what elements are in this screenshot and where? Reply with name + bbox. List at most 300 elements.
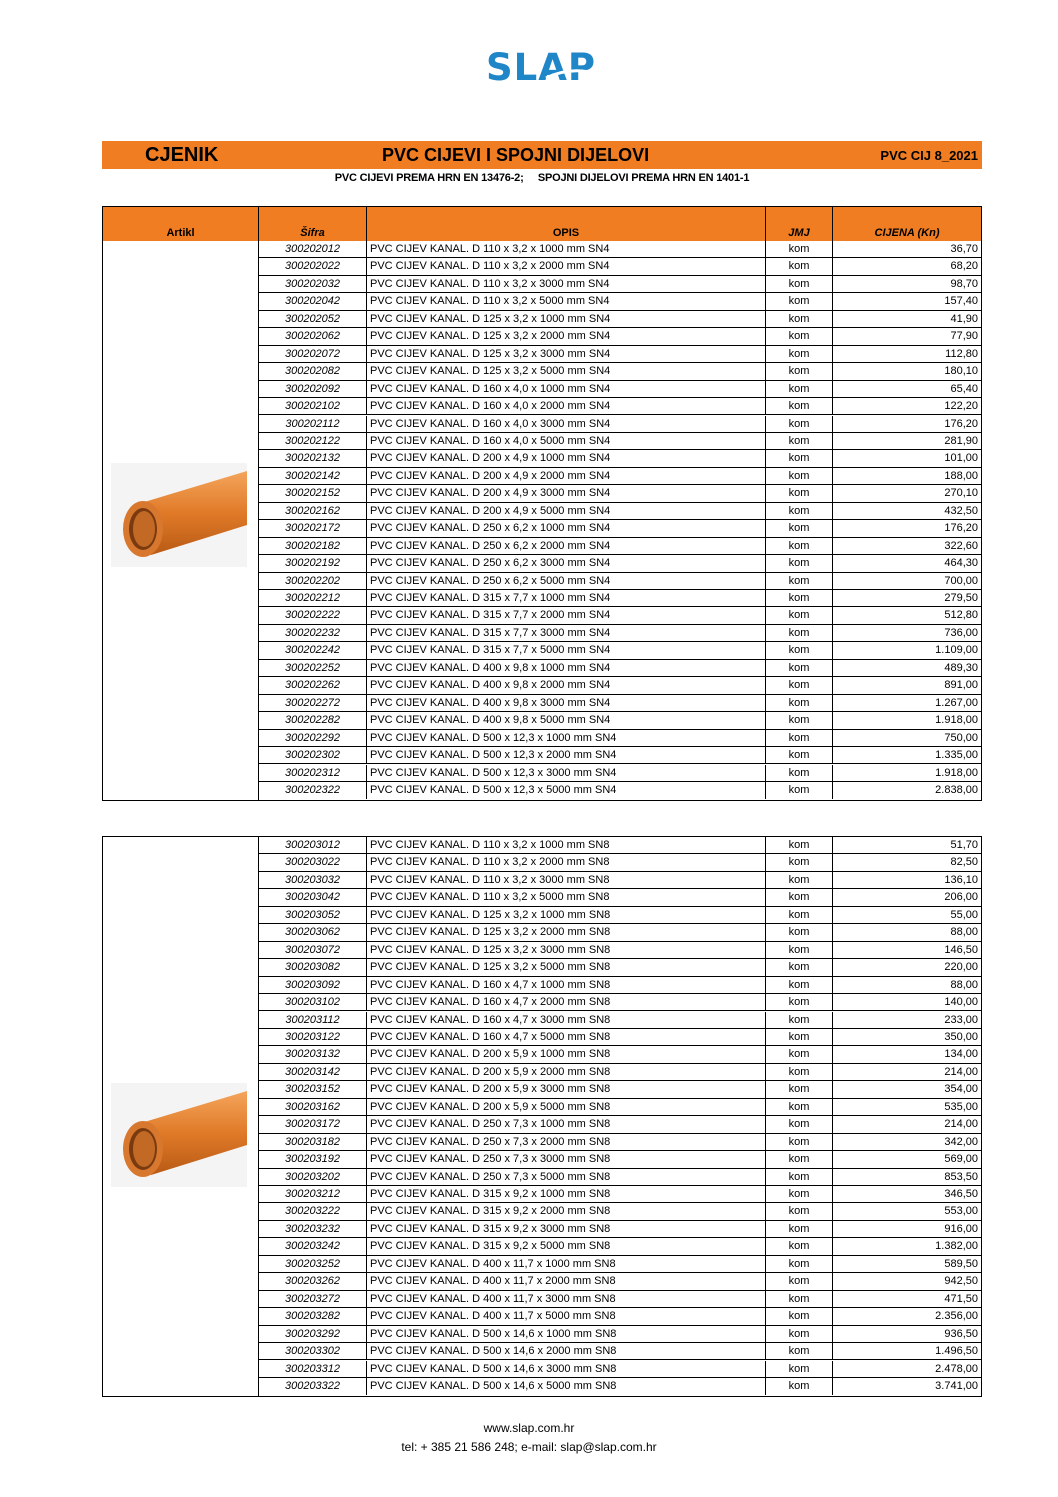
cell-sifra: 300202292 <box>259 730 367 747</box>
cell-sifra: 300203252 <box>259 1256 367 1273</box>
cell-jmj: kom <box>766 1081 833 1098</box>
cell-cijena: 346,50 <box>833 1186 981 1203</box>
cell-jmj: kom <box>766 959 833 976</box>
cell-cijena: 553,00 <box>833 1203 981 1220</box>
cell-sifra: 300203282 <box>259 1308 367 1325</box>
table-row <box>259 328 981 345</box>
cell-sifra: 300203042 <box>259 889 367 906</box>
cell-jmj: kom <box>766 1378 833 1395</box>
cell-sifra: 300202062 <box>259 328 367 345</box>
cell-jmj: kom <box>766 450 833 467</box>
cell-opis: PVC CIJEV KANAL. D 400 x 11,7 x 1000 mm SN8 <box>367 1256 766 1273</box>
cell-opis: PVC CIJEV KANAL. D 250 x 6,2 x 5000 mm SN4 <box>367 573 766 590</box>
cell-sifra: 300203092 <box>259 977 367 994</box>
cell-cijena: 589,50 <box>833 1256 981 1273</box>
cell-opis: PVC CIJEV KANAL. D 200 x 5,9 x 1000 mm SN8 <box>367 1046 766 1063</box>
cell-jmj: kom <box>766 1134 833 1151</box>
cell-jmj: kom <box>766 520 833 537</box>
table-row <box>259 573 981 590</box>
cell-opis: PVC CIJEV KANAL. D 400 x 9,8 x 5000 mm SN4 <box>367 712 766 729</box>
cell-cijena: 1.918,00 <box>833 765 981 782</box>
table-row <box>259 416 981 433</box>
table-row <box>259 1134 981 1151</box>
cell-opis: PVC CIJEV KANAL. D 250 x 6,2 x 1000 mm SN4 <box>367 520 766 537</box>
cell-cijena: 2.356,00 <box>833 1308 981 1325</box>
cell-jmj: kom <box>766 1151 833 1168</box>
cell-cijena: 916,00 <box>833 1221 981 1238</box>
table-row <box>259 625 981 642</box>
cell-cijena: 214,00 <box>833 1116 981 1133</box>
table-row <box>259 889 981 906</box>
cell-cijena: 853,50 <box>833 1169 981 1186</box>
cell-jmj: kom <box>766 907 833 924</box>
cell-cijena: 270,10 <box>833 485 981 502</box>
cell-opis: PVC CIJEV KANAL. D 500 x 14,6 x 1000 mm SN8 <box>367 1326 766 1343</box>
table-row <box>259 1326 981 1343</box>
cell-cijena: 750,00 <box>833 730 981 747</box>
cell-opis: PVC CIJEV KANAL. D 500 x 14,6 x 2000 mm SN8 <box>367 1343 766 1360</box>
col-opis-label: OPIS <box>552 227 580 239</box>
cell-sifra: 300203262 <box>259 1273 367 1290</box>
cell-opis: PVC CIJEV KANAL. D 500 x 12,3 x 3000 mm SN4 <box>367 765 766 782</box>
col-cijena-label: CIJENA (Kn) <box>874 227 940 239</box>
cell-jmj: kom <box>766 747 833 764</box>
price-table-sn8 <box>102 836 982 1397</box>
table-row <box>259 677 981 694</box>
table-row <box>259 258 981 275</box>
cell-cijena: 279,50 <box>833 590 981 607</box>
cell-jmj: kom <box>766 416 833 433</box>
cell-cijena: 700,00 <box>833 573 981 590</box>
cell-sifra: 300202032 <box>259 276 367 293</box>
cell-cijena: 188,00 <box>833 468 981 485</box>
table-row <box>259 660 981 677</box>
cell-opis: PVC CIJEV KANAL. D 160 x 4,7 x 1000 mm SN8 <box>367 977 766 994</box>
cell-opis: PVC CIJEV KANAL. D 250 x 7,3 x 2000 mm SN8 <box>367 1134 766 1151</box>
cell-jmj: kom <box>766 328 833 345</box>
cell-cijena: 464,30 <box>833 555 981 572</box>
cell-opis: PVC CIJEV KANAL. D 110 x 3,2 x 1000 mm SN4 <box>367 241 766 258</box>
product-image-cell <box>103 837 259 1396</box>
cell-opis: PVC CIJEV KANAL. D 125 x 3,2 x 2000 mm SN8 <box>367 924 766 941</box>
cell-sifra: 300203322 <box>259 1378 367 1395</box>
cell-sifra: 300202102 <box>259 398 367 415</box>
table-header <box>103 207 981 241</box>
cell-opis: PVC CIJEV KANAL. D 200 x 5,9 x 5000 mm SN8 <box>367 1099 766 1116</box>
cell-sifra: 300203222 <box>259 1203 367 1220</box>
table-row <box>259 590 981 607</box>
cell-cijena: 77,90 <box>833 328 981 345</box>
cell-cijena: 88,00 <box>833 924 981 941</box>
cell-jmj: kom <box>766 660 833 677</box>
product-image-cell <box>103 241 259 800</box>
cell-sifra: 300202312 <box>259 765 367 782</box>
cell-sifra: 300203032 <box>259 872 367 889</box>
cell-sifra: 300202242 <box>259 642 367 659</box>
logo-swoosh-icon <box>486 48 626 88</box>
cell-opis: PVC CIJEV KANAL. D 125 x 3,2 x 2000 mm SN4 <box>367 328 766 345</box>
col-artikl <box>103 207 259 241</box>
cell-sifra: 300202262 <box>259 677 367 694</box>
cell-jmj: kom <box>766 1064 833 1081</box>
table-row <box>259 747 981 764</box>
cell-cijena: 122,20 <box>833 398 981 415</box>
table-row <box>259 485 981 502</box>
header-code: PVC CIJ 8_2021 <box>880 148 978 163</box>
cell-opis: PVC CIJEV KANAL. D 250 x 6,2 x 2000 mm SN4 <box>367 538 766 555</box>
cell-cijena: 214,00 <box>833 1064 981 1081</box>
cell-opis: PVC CIJEV KANAL. D 110 x 3,2 x 1000 mm SN8 <box>367 837 766 854</box>
cell-opis: PVC CIJEV KANAL. D 500 x 14,6 x 5000 mm SN8 <box>367 1378 766 1395</box>
cell-opis: PVC CIJEV KANAL. D 110 x 3,2 x 5000 mm SN4 <box>367 293 766 310</box>
cell-opis: PVC CIJEV KANAL. D 110 x 3,2 x 2000 mm SN8 <box>367 854 766 871</box>
cell-opis: PVC CIJEV KANAL. D 315 x 9,2 x 3000 mm SN8 <box>367 1221 766 1238</box>
cell-sifra: 300203152 <box>259 1081 367 1098</box>
cell-opis: PVC CIJEV KANAL. D 200 x 5,9 x 2000 mm SN8 <box>367 1064 766 1081</box>
cell-jmj: kom <box>766 765 833 782</box>
cell-opis: PVC CIJEV KANAL. D 315 x 9,2 x 1000 mm SN8 <box>367 1186 766 1203</box>
cell-sifra: 300203082 <box>259 959 367 976</box>
cell-sifra: 300203132 <box>259 1046 367 1063</box>
table-row <box>259 1151 981 1168</box>
col-sifra <box>259 207 367 241</box>
table-body-sn8 <box>103 837 981 1396</box>
cell-opis: PVC CIJEV KANAL. D 200 x 4,9 x 5000 mm SN4 <box>367 503 766 520</box>
footer-website[interactable]: www.slap.com.hr <box>483 1421 575 1435</box>
cell-cijena: 471,50 <box>833 1291 981 1308</box>
cell-sifra: 300202112 <box>259 416 367 433</box>
cell-opis: PVC CIJEV KANAL. D 125 x 3,2 x 1000 mm SN4 <box>367 311 766 328</box>
cell-jmj: kom <box>766 1221 833 1238</box>
cell-sifra: 300203232 <box>259 1221 367 1238</box>
cell-cijena: 180,10 <box>833 363 981 380</box>
col-jmj-label: JMJ <box>788 227 810 239</box>
cell-sifra: 300202152 <box>259 485 367 502</box>
cell-opis: PVC CIJEV KANAL. D 250 x 7,3 x 5000 mm SN8 <box>367 1169 766 1186</box>
cell-cijena: 1.382,00 <box>833 1238 981 1255</box>
table-row <box>259 1378 981 1395</box>
cell-sifra: 300202212 <box>259 590 367 607</box>
cell-cijena: 942,50 <box>833 1273 981 1290</box>
table-row <box>259 1046 981 1063</box>
table-row <box>259 538 981 555</box>
cell-sifra: 300202202 <box>259 573 367 590</box>
header-bar <box>102 141 982 169</box>
table-row <box>259 381 981 398</box>
table-row <box>259 1064 981 1081</box>
table-row <box>259 311 981 328</box>
table-row <box>259 607 981 624</box>
cell-opis: PVC CIJEV KANAL. D 125 x 3,2 x 3000 mm SN4 <box>367 346 766 363</box>
cell-cijena: 36,70 <box>833 241 981 258</box>
cell-opis: PVC CIJEV KANAL. D 250 x 7,3 x 3000 mm SN8 <box>367 1151 766 1168</box>
cell-jmj: kom <box>766 293 833 310</box>
cell-sifra: 300202322 <box>259 782 367 799</box>
col-opis <box>367 207 766 241</box>
table-row <box>259 1116 981 1133</box>
header-cjenik: CJENIK <box>145 144 219 166</box>
cell-jmj: kom <box>766 1186 833 1203</box>
cell-sifra: 300203182 <box>259 1134 367 1151</box>
cell-jmj: kom <box>766 642 833 659</box>
cell-opis: PVC CIJEV KANAL. D 160 x 4,0 x 3000 mm SN4 <box>367 416 766 433</box>
table-row <box>259 468 981 485</box>
cell-sifra: 300203102 <box>259 994 367 1011</box>
cell-sifra: 300202022 <box>259 258 367 275</box>
cell-jmj: kom <box>766 1046 833 1063</box>
table-row <box>259 503 981 520</box>
cell-cijena: 354,00 <box>833 1081 981 1098</box>
cell-sifra: 300202192 <box>259 555 367 572</box>
cell-sifra: 300202172 <box>259 520 367 537</box>
table-row <box>259 1343 981 1360</box>
header-title: PVC CIJEVI I SPOJNI DIJELOVI <box>382 145 650 165</box>
cell-cijena: 3.741,00 <box>935 1379 978 1392</box>
cell-cijena: 2.838,00 <box>935 783 978 796</box>
cell-cijena: 736,00 <box>833 625 981 642</box>
table-row <box>259 398 981 415</box>
table-row <box>259 1012 981 1029</box>
cell-opis: PVC CIJEV KANAL. D 160 x 4,7 x 5000 mm SN8 <box>367 1029 766 1046</box>
cell-opis: PVC CIJEV KANAL. D 400 x 11,7 x 3000 mm SN8 <box>367 1291 766 1308</box>
table-row <box>259 1203 981 1220</box>
cell-jmj: kom <box>766 854 833 871</box>
cell-sifra: 300203142 <box>259 1064 367 1081</box>
cell-sifra: 300202122 <box>259 433 367 450</box>
cell-sifra: 300203302 <box>259 1343 367 1360</box>
table-row <box>259 346 981 363</box>
cell-jmj: kom <box>766 1256 833 1273</box>
cell-sifra: 300202302 <box>259 747 367 764</box>
cell-opis: PVC CIJEV KANAL. D 125 x 3,2 x 1000 mm SN8 <box>367 907 766 924</box>
table-row <box>259 555 981 572</box>
cell-jmj: kom <box>766 363 833 380</box>
table-row <box>259 695 981 712</box>
cell-jmj: kom <box>766 1203 833 1220</box>
cell-opis: PVC CIJEV KANAL. D 200 x 5,9 x 3000 mm SN8 <box>367 1081 766 1098</box>
cell-cijena: 1.267,00 <box>833 695 981 712</box>
cell-sifra: 300203052 <box>259 907 367 924</box>
table-row <box>259 994 981 1011</box>
table-row <box>259 854 981 871</box>
cell-opis: PVC CIJEV KANAL. D 500 x 14,6 x 3000 mm SN8 <box>367 1361 766 1378</box>
cell-sifra: 300203012 <box>259 837 367 854</box>
cell-cijena: 233,00 <box>833 1012 981 1029</box>
cell-cijena: 134,00 <box>833 1046 981 1063</box>
table-row <box>259 1308 981 1325</box>
table-row <box>259 293 981 310</box>
cell-jmj: kom <box>766 625 833 642</box>
cell-cijena: 281,90 <box>833 433 981 450</box>
table-row <box>259 1099 981 1116</box>
cell-opis: PVC CIJEV KANAL. D 110 x 3,2 x 3000 mm SN8 <box>367 872 766 889</box>
price-table-sn4 <box>102 206 982 801</box>
col-artikl-label: Artikl <box>166 227 195 239</box>
cell-cijena: 51,70 <box>833 837 981 854</box>
cell-sifra: 300203022 <box>259 854 367 871</box>
table-row <box>259 1238 981 1255</box>
table-row <box>259 730 981 747</box>
cell-sifra: 300202042 <box>259 293 367 310</box>
cell-sifra: 300202182 <box>259 538 367 555</box>
cell-cijena: 82,50 <box>833 854 981 871</box>
cell-sifra: 300202092 <box>259 381 367 398</box>
cell-sifra: 300202052 <box>259 311 367 328</box>
cell-sifra: 300203072 <box>259 942 367 959</box>
table-row <box>259 1221 981 1238</box>
cell-jmj: kom <box>766 924 833 941</box>
cell-cijena: 68,20 <box>833 258 981 275</box>
cell-jmj: kom <box>766 607 833 624</box>
table-row <box>259 1029 981 1046</box>
cell-cijena: 176,20 <box>833 520 981 537</box>
cell-cijena: 2.478,00 <box>833 1361 981 1378</box>
cell-sifra: 300202082 <box>259 363 367 380</box>
cell-jmj: kom <box>766 677 833 694</box>
cell-jmj: kom <box>766 1308 833 1325</box>
cell-opis: PVC CIJEV KANAL. D 250 x 6,2 x 3000 mm SN4 <box>367 555 766 572</box>
cell-opis: PVC CIJEV KANAL. D 315 x 9,2 x 5000 mm SN8 <box>367 1238 766 1255</box>
cell-jmj: kom <box>766 730 833 747</box>
cell-jmj: kom <box>766 1361 833 1378</box>
cell-opis: PVC CIJEV KANAL. D 160 x 4,7 x 2000 mm SN8 <box>367 994 766 1011</box>
cell-jmj: kom <box>766 276 833 293</box>
cell-jmj: kom <box>766 977 833 994</box>
cell-sifra: 300202142 <box>259 468 367 485</box>
cell-cijena: 55,00 <box>833 907 981 924</box>
cell-jmj: kom <box>766 1238 833 1255</box>
cell-sifra: 300202252 <box>259 660 367 677</box>
cell-cijena: 936,50 <box>833 1326 981 1343</box>
cell-jmj: kom <box>766 1326 833 1343</box>
cell-jmj: kom <box>766 889 833 906</box>
logo-text: SLAP <box>486 46 596 89</box>
cell-jmj: kom <box>766 573 833 590</box>
cell-opis: PVC CIJEV KANAL. D 110 x 3,2 x 5000 mm SN8 <box>367 889 766 906</box>
cell-opis: PVC CIJEV KANAL. D 500 x 12,3 x 5000 mm SN4 <box>367 782 766 799</box>
cell-cijena: 220,00 <box>833 959 981 976</box>
cell-jmj: kom <box>766 398 833 415</box>
table-row <box>259 1256 981 1273</box>
cell-jmj: kom <box>766 1116 833 1133</box>
slap-logo <box>486 48 626 88</box>
cell-sifra: 300203122 <box>259 1029 367 1046</box>
cell-cijena: 535,00 <box>833 1099 981 1116</box>
cell-opis: PVC CIJEV KANAL. D 200 x 4,9 x 1000 mm SN4 <box>367 450 766 467</box>
cell-opis: PVC CIJEV KANAL. D 110 x 3,2 x 3000 mm SN4 <box>367 276 766 293</box>
cell-jmj: kom <box>766 1099 833 1116</box>
cell-cijena: 891,00 <box>833 677 981 694</box>
table-row <box>259 907 981 924</box>
cell-jmj: kom <box>766 1169 833 1186</box>
table-row <box>259 276 981 293</box>
table-row <box>259 363 981 380</box>
table-row <box>259 1186 981 1203</box>
cell-opis: PVC CIJEV KANAL. D 400 x 9,8 x 2000 mm SN4 <box>367 677 766 694</box>
cell-jmj: kom <box>766 1012 833 1029</box>
cell-sifra: 300203172 <box>259 1116 367 1133</box>
cell-cijena: 322,60 <box>833 538 981 555</box>
table-row <box>259 1081 981 1098</box>
cell-jmj: kom <box>766 503 833 520</box>
cell-cijena: 41,90 <box>833 311 981 328</box>
table-row <box>259 712 981 729</box>
cell-jmj: kom <box>766 695 833 712</box>
cell-jmj: kom <box>766 837 833 854</box>
cell-opis: PVC CIJEV KANAL. D 160 x 4,0 x 2000 mm SN4 <box>367 398 766 415</box>
table-row <box>259 837 981 854</box>
table-row <box>259 450 981 467</box>
cell-cijena: 112,80 <box>833 346 981 363</box>
table-row <box>259 1169 981 1186</box>
cell-opis: PVC CIJEV KANAL. D 400 x 9,8 x 1000 mm SN4 <box>367 660 766 677</box>
cell-cijena: 1.109,00 <box>833 642 981 659</box>
cell-sifra: 300202222 <box>259 607 367 624</box>
standards-subtitle: PVC CIJEVI PREMA HRN EN 13476-2; SPOJNI DIJELOVI PREMA HRN EN 1401-1 <box>334 172 750 184</box>
table-row <box>259 924 981 941</box>
cell-sifra: 300202162 <box>259 503 367 520</box>
cell-cijena: 140,00 <box>833 994 981 1011</box>
cell-opis: PVC CIJEV KANAL. D 400 x 9,8 x 3000 mm SN4 <box>367 695 766 712</box>
cell-opis: PVC CIJEV KANAL. D 125 x 3,2 x 5000 mm SN8 <box>367 959 766 976</box>
cell-sifra: 300202272 <box>259 695 367 712</box>
cell-opis: PVC CIJEV KANAL. D 315 x 7,7 x 3000 mm SN4 <box>367 625 766 642</box>
pvc-pipe-image <box>111 463 247 567</box>
cell-cijena: 136,10 <box>833 872 981 889</box>
cell-jmj: kom <box>766 555 833 572</box>
table-row <box>259 765 981 782</box>
cell-cijena: 1.496,50 <box>833 1343 981 1360</box>
cell-sifra: 300203062 <box>259 924 367 941</box>
cell-cijena: 432,50 <box>833 503 981 520</box>
cell-jmj: kom <box>766 712 833 729</box>
col-cijena <box>833 207 981 241</box>
table-row <box>259 1273 981 1290</box>
cell-jmj: kom <box>766 538 833 555</box>
cell-sifra: 300203202 <box>259 1169 367 1186</box>
cell-opis: PVC CIJEV KANAL. D 125 x 3,2 x 3000 mm SN8 <box>367 942 766 959</box>
cell-cijena: 206,00 <box>833 889 981 906</box>
cell-cijena: 1.918,00 <box>833 712 981 729</box>
cell-jmj: kom <box>766 942 833 959</box>
cell-opis: PVC CIJEV KANAL. D 315 x 9,2 x 2000 mm SN8 <box>367 1203 766 1220</box>
cell-sifra: 300203312 <box>259 1361 367 1378</box>
cell-jmj: kom <box>766 782 833 799</box>
cell-sifra: 300203242 <box>259 1238 367 1255</box>
cell-opis: PVC CIJEV KANAL. D 315 x 7,7 x 1000 mm SN4 <box>367 590 766 607</box>
table-body-sn4 <box>103 241 981 800</box>
cell-opis: PVC CIJEV KANAL. D 400 x 11,7 x 5000 mm SN8 <box>367 1308 766 1325</box>
cell-opis: PVC CIJEV KANAL. D 315 x 7,7 x 5000 mm SN4 <box>367 642 766 659</box>
cell-opis: PVC CIJEV KANAL. D 200 x 4,9 x 3000 mm SN4 <box>367 485 766 502</box>
cell-cijena: 88,00 <box>833 977 981 994</box>
cell-cijena: 350,00 <box>833 1029 981 1046</box>
footer-contact: tel: + 385 21 586 248; e-mail: slap@slap.com.hr <box>401 1440 657 1454</box>
cell-opis: PVC CIJEV KANAL. D 125 x 3,2 x 5000 mm SN4 <box>367 363 766 380</box>
cell-sifra: 300202012 <box>259 241 367 258</box>
cell-cijena: 65,40 <box>833 381 981 398</box>
cell-cijena: 157,40 <box>833 293 981 310</box>
cell-cijena: 489,30 <box>833 660 981 677</box>
table-row <box>259 959 981 976</box>
table-row <box>259 433 981 450</box>
cell-jmj: kom <box>766 311 833 328</box>
cell-cijena: 569,00 <box>833 1151 981 1168</box>
cell-opis: PVC CIJEV KANAL. D 200 x 4,9 x 2000 mm SN4 <box>367 468 766 485</box>
col-jmj <box>766 207 833 241</box>
cell-cijena: 512,80 <box>833 607 981 624</box>
cell-jmj: kom <box>766 590 833 607</box>
